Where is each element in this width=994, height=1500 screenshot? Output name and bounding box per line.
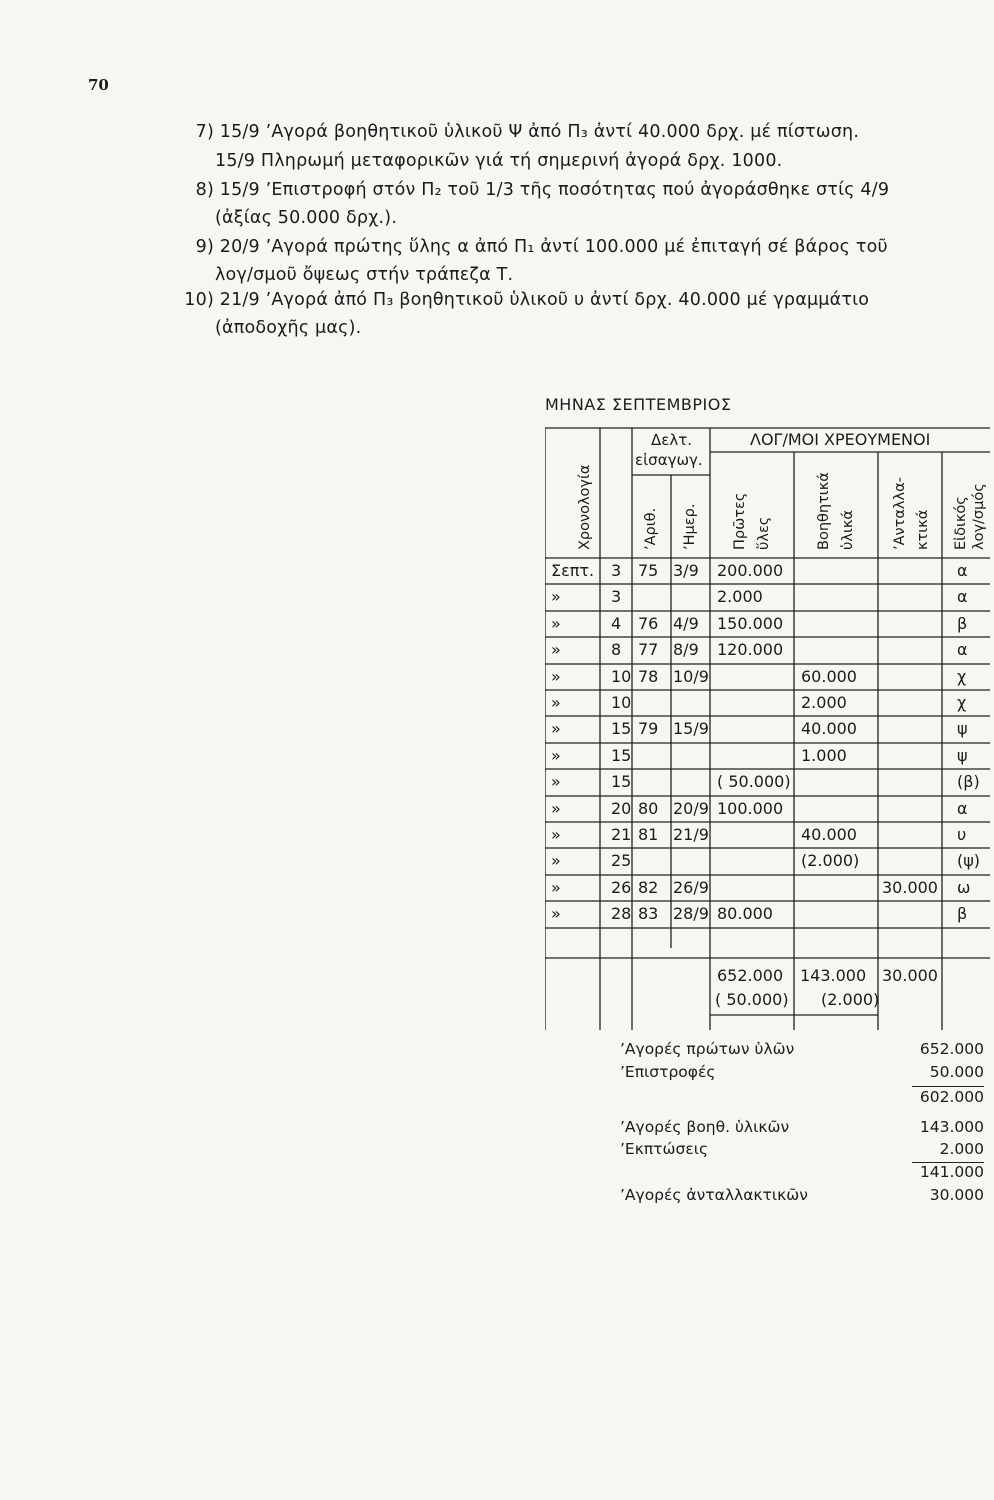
ledger-cell-month: » (551, 719, 561, 739)
entry-number: 7) (195, 122, 214, 142)
total-aux: 143.000 (800, 966, 867, 985)
ledger-cell-month: » (551, 877, 561, 897)
ledger-cell-date: 20/9 (673, 798, 709, 818)
ledger-cell-spec: α (957, 640, 968, 660)
ledger-cell-month: » (551, 851, 561, 871)
ledger-cell-day: 3 (611, 561, 622, 580)
ledger-cell-day: 28 (611, 904, 632, 924)
ledger-cell-num: 76 (638, 613, 659, 633)
ledger-cell-month: » (551, 798, 561, 818)
summary-amount: 2.000 (939, 1140, 984, 1158)
ledger-cell-month: » (551, 693, 561, 712)
summary-row (620, 1040, 992, 1062)
ledger-cell-month: » (551, 825, 561, 844)
header-voucher: Δελτ. (651, 431, 693, 449)
entry-number: 8) (195, 180, 214, 200)
header-auxiliary-2: ὑλικά (840, 510, 856, 550)
ledger-cell-day: 26 (611, 877, 632, 897)
ledger-cell-spec: β (957, 613, 968, 633)
page-number: 70 (88, 76, 109, 94)
ledger-cell-spec: (β) (957, 772, 980, 792)
ledger-cell-date: 3/9 (673, 561, 699, 580)
entry-9-continuation: λογ/σμοῦ ὄψεως στήν τράπεζα Τ. (215, 265, 514, 285)
ledger-cell-day: 15 (611, 772, 632, 792)
ledger-cell-aux: 40.000 (801, 825, 857, 844)
header-exchangeable-1: ’Ανταλλα- (892, 477, 908, 550)
ledger-cell-spec: α (957, 561, 968, 580)
total-raw: 652.000 (717, 966, 784, 985)
ledger-month-title: ΜΗΝΑΣ ΣΕΠΤΕΜΒΡΙΟΣ (545, 395, 732, 414)
purchases-ledger (545, 418, 990, 1033)
ledger-cell-num: 75 (638, 561, 659, 580)
total-exch: 30.000 (882, 966, 938, 985)
summary-amount: 30.000 (929, 1186, 984, 1204)
summary-row (620, 1186, 992, 1208)
ledger-cell-spec: ψ (957, 745, 968, 765)
summary-label: ’Επιστροφές (620, 1063, 716, 1081)
ledger-cell-raw: 120.000 (717, 640, 784, 660)
ledger-cell-spec: α (957, 587, 968, 607)
ledger-cell-raw: 80.000 (717, 904, 773, 924)
entry-number: 10) (184, 290, 214, 310)
summary-label: ’Αγορές πρώτων ὑλῶν (620, 1040, 795, 1058)
summary-row (620, 1140, 992, 1162)
entry-text: 20/9 ’Αγορά πρώτης ὕλης α ἀπό Π₁ ἀντί 100.000 μέ ἐπιταγή σέ βάρος τοῦ (219, 237, 888, 257)
header-voucher-2: εἰσαγωγ. (635, 451, 703, 469)
entry-number: 9) (195, 237, 214, 257)
ledger-cell-num: 79 (638, 719, 659, 739)
ledger-cell-date: 10/9 (673, 666, 709, 686)
ledger-cell-day: 8 (611, 640, 622, 660)
ledger-cell-raw: 150.000 (717, 613, 784, 633)
ledger-cell-month: » (551, 640, 561, 660)
ledger-cell-aux: 60.000 (801, 666, 857, 686)
ledger-cell-aux: 1.000 (801, 745, 847, 765)
ledger-cell-spec: (ψ) (957, 851, 981, 871)
ledger-cell-month: Σεπτ. (551, 561, 595, 580)
ledger-cell-date: 21/9 (673, 825, 709, 844)
ledger-cell-month: » (551, 904, 561, 924)
total-raw-returns: ( 50.000) (715, 990, 789, 1009)
entry-7-continuation: 15/9 Πληρωμή μεταφορικῶν γιά τή σημερινή ἀγορά δρχ. 1000. (215, 151, 783, 171)
entry-7 (100, 122, 859, 142)
header-exchangeable-2: κτικά (915, 509, 931, 550)
ledger-cell-date: 26/9 (673, 877, 709, 897)
entry-9 (100, 237, 888, 257)
ledger-cell-month: » (551, 613, 561, 633)
entry-text: 21/9 ’Αγορά ἀπό Π₃ βοηθητικοῦ ὑλικοῦ υ ἀντί δρχ. 40.000 μέ γραμμάτιο (219, 290, 870, 310)
header-auxiliary-1: Βοηθητικά (816, 472, 832, 550)
ledger-cell-day: 4 (611, 613, 622, 633)
summary-amount: 50.000 (929, 1063, 984, 1081)
ledger-cell-date: 8/9 (673, 640, 699, 660)
ledger-cell-raw: 2.000 (717, 587, 763, 607)
ledger-cell-spec: ω (957, 877, 971, 897)
header-chronology: Χρονολογία (577, 464, 593, 550)
ledger-cell-date: 15/9 (673, 719, 709, 739)
ledger-cell-day: 15 (611, 745, 632, 765)
ledger-cell-month: » (551, 587, 561, 607)
header-debited-accounts: ΛΟΓ/ΜΟΙ ΧΡΕΟΥΜΕΝΟΙ (750, 430, 931, 449)
ledger-cell-spec: ψ (957, 719, 968, 739)
summary-row (620, 1088, 992, 1110)
ledger-cell-spec: υ (957, 825, 967, 844)
ledger-cell-num: 77 (638, 640, 659, 660)
total-aux-returns: (2.000) (821, 990, 880, 1009)
ledger-cell-num: 82 (638, 877, 659, 897)
ledger-cell-num: 81 (638, 825, 659, 844)
summary-label: ’Εκπτώσεις (620, 1140, 709, 1158)
ledger-cell-spec: α (957, 798, 968, 818)
summary-amount: 141.000 (919, 1163, 984, 1181)
summary-row (620, 1163, 992, 1185)
ledger-cell-spec: β (957, 904, 968, 924)
entry-10-continuation: (ἀποδοχῆς μας). (215, 318, 362, 338)
summary-row (620, 1118, 992, 1140)
summary-amount: 602.000 (919, 1088, 984, 1106)
ledger-cell-spec: χ (957, 666, 967, 686)
ledger-cell-day: 21 (611, 825, 632, 844)
entry-10 (100, 290, 869, 310)
ledger-cell-month: » (551, 745, 561, 765)
ledger-cell-aux: 2.000 (801, 693, 847, 712)
ledger-cell-exch: 30.000 (882, 877, 938, 897)
header-special-2: λογ/σμός (971, 483, 987, 550)
entry-text: 15/9 ’Αγορά βοηθητικοῦ ὑλικοῦ Ψ ἀπό Π₃ ἀντί 40.000 δρχ. μέ πίστωση. (219, 122, 860, 142)
ledger-cell-spec: χ (957, 693, 967, 712)
entry-8-continuation: (ἀξίας 50.000 δρχ.). (215, 208, 398, 228)
entry-text: 15/9 ’Επιστροφή στόν Π₂ τοῦ 1/3 τῆς ποσότητας πού ἀγοράσθηκε στίς 4/9 (219, 180, 890, 200)
header-date: ’Ημερ. (682, 503, 698, 550)
summary-row (620, 1063, 992, 1085)
ledger-cell-date: 28/9 (673, 904, 709, 924)
header-raw-materials-2: ὕλες (756, 516, 772, 550)
header-number: ’Αριθ. (643, 507, 659, 550)
header-special-1: Εἰδικός (953, 496, 969, 550)
header-raw-materials-1: Πρῶτες (732, 492, 748, 550)
ledger-cell-day: 25 (611, 851, 632, 871)
subtotal-rule (912, 1086, 984, 1087)
summary-label: ’Αγορές ἀνταλλακτικῶν (620, 1186, 808, 1204)
ledger-cell-month: » (551, 666, 561, 686)
ledger-cell-num: 80 (638, 798, 659, 818)
ledger-cell-raw: 100.000 (717, 798, 784, 818)
ledger-cell-month: » (551, 772, 561, 792)
ledger-cell-day: 20 (611, 798, 632, 818)
ledger-cell-day: 15 (611, 719, 632, 739)
ledger-cell-date: 4/9 (673, 613, 699, 633)
summary-amount: 652.000 (919, 1040, 984, 1058)
ledger-cell-aux: (2.000) (801, 851, 860, 871)
summary-amount: 143.000 (919, 1118, 984, 1136)
ledger-cell-raw: 200.000 (717, 561, 784, 580)
ledger-cell-day: 10 (611, 693, 632, 712)
entry-8 (100, 180, 889, 200)
ledger-cell-num: 83 (638, 904, 659, 924)
ledger-cell-raw: ( 50.000) (717, 772, 791, 792)
ledger-cell-num: 78 (638, 666, 659, 686)
ledger-cell-aux: 40.000 (801, 719, 857, 739)
summary-label: ’Αγορές βοηθ. ὑλικῶν (620, 1118, 790, 1136)
ledger-cell-day: 10 (611, 666, 632, 686)
ledger-cell-day: 3 (611, 587, 622, 607)
